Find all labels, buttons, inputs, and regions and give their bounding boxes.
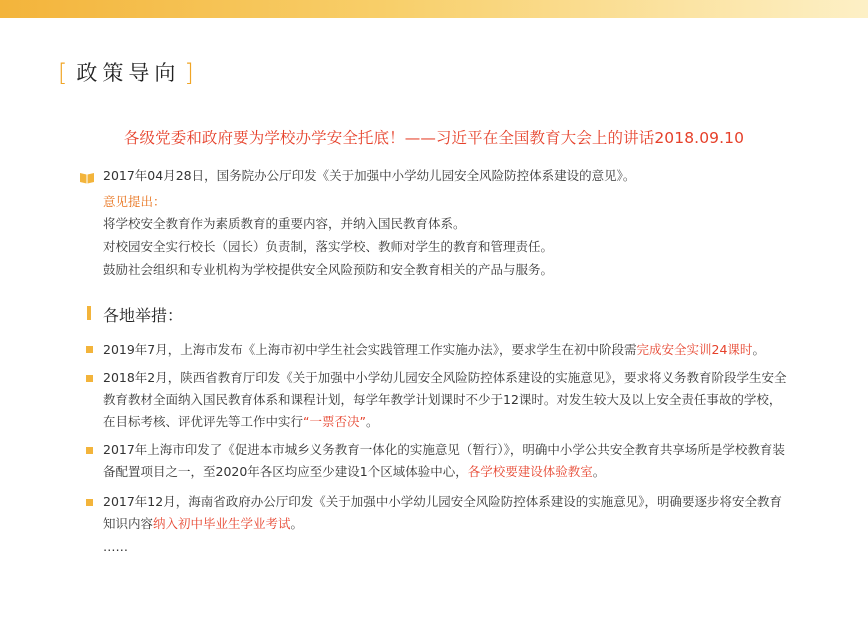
section-title-text: 政策导向 xyxy=(76,60,181,85)
top-accent-bar xyxy=(0,0,868,18)
policy-label: 意见提出： xyxy=(103,194,166,209)
square-bullet-icon xyxy=(86,375,93,382)
square-bullet-icon xyxy=(86,499,93,506)
policy-point: 对校园安全实行校长（园长）负责制，落实学校、教师对学生的教育和管理责任。 xyxy=(103,239,554,254)
right-bracket: ] xyxy=(184,59,194,87)
measure-text: 2017年上海市印发了《促进本市城乡义务教育一体化的实施意见（暂行）》，明确中小学公共安全教育共享场所是学校教育装备配置项目之一，至2020年各区均应至少建设1个区域体验中心， xyxy=(103,442,785,479)
measure-tail: 。 xyxy=(752,342,765,357)
section-title xyxy=(58,57,194,89)
measure-highlight: 纳入初中毕业生学业考试 xyxy=(153,516,291,531)
measure-item xyxy=(103,439,791,483)
measure-tail: 。 xyxy=(365,414,379,429)
ellipsis: …… xyxy=(103,539,128,554)
headline-quote: 各级党委和政府要为学校办学安全托底！——习近平在全国教育大会上的讲话2018.09.10 xyxy=(123,129,745,147)
measures-heading: 各地举措： xyxy=(103,306,184,325)
policy-point: 鼓励社会组织和专业机构为学校提供安全风险预防和安全教育相关的产品与服务。 xyxy=(103,262,554,277)
measure-highlight: 完成安全实训24课时 xyxy=(636,342,753,357)
measure-text: 2017年12月，海南省政府办公厅印发《关于加强中小学幼儿园安全风险防控体系建设的实施意见》，明确要逐步将安全教育知识内容 xyxy=(103,494,782,531)
measure-item xyxy=(103,491,791,535)
measure-tail: 。 xyxy=(592,464,606,479)
left-bracket: [ xyxy=(58,59,68,87)
measure-text: 2018年2月，陕西省教育厅印发《关于加强中小学幼儿园安全风险防控体系建设的实施意见》，要求将义务教育阶段学生安全教育教材全面纳入国民教育体系和课程计划，每学年教学计划课时不少于12课时。对发生较大及以上安全责任事故的学校，在目标考核、评优评先等工作中实行 xyxy=(103,370,787,429)
measure-highlight: 各学校要建设体验教室 xyxy=(467,464,593,479)
square-bullet-icon xyxy=(86,447,93,454)
measure-item xyxy=(103,367,791,433)
measure-highlight: “一票否决” xyxy=(303,414,366,429)
policy-point: 将学校安全教育作为素质教育的重要内容，并纳入国民教育体系。 xyxy=(103,216,466,231)
policy-intro: 2017年04月28日，国务院办公厅印发《关于加强中小学幼儿园安全风险防控体系建设的意见》。 xyxy=(103,168,636,183)
measure-item xyxy=(103,340,765,360)
measure-tail: 。 xyxy=(290,516,304,531)
book-icon xyxy=(79,172,95,184)
bar-icon xyxy=(87,306,91,320)
square-bullet-icon xyxy=(86,346,93,353)
measure-text: 2019年7月，上海市发布《上海市初中学生社会实践管理工作实施办法》，要求学生在初中阶段需 xyxy=(103,342,637,357)
